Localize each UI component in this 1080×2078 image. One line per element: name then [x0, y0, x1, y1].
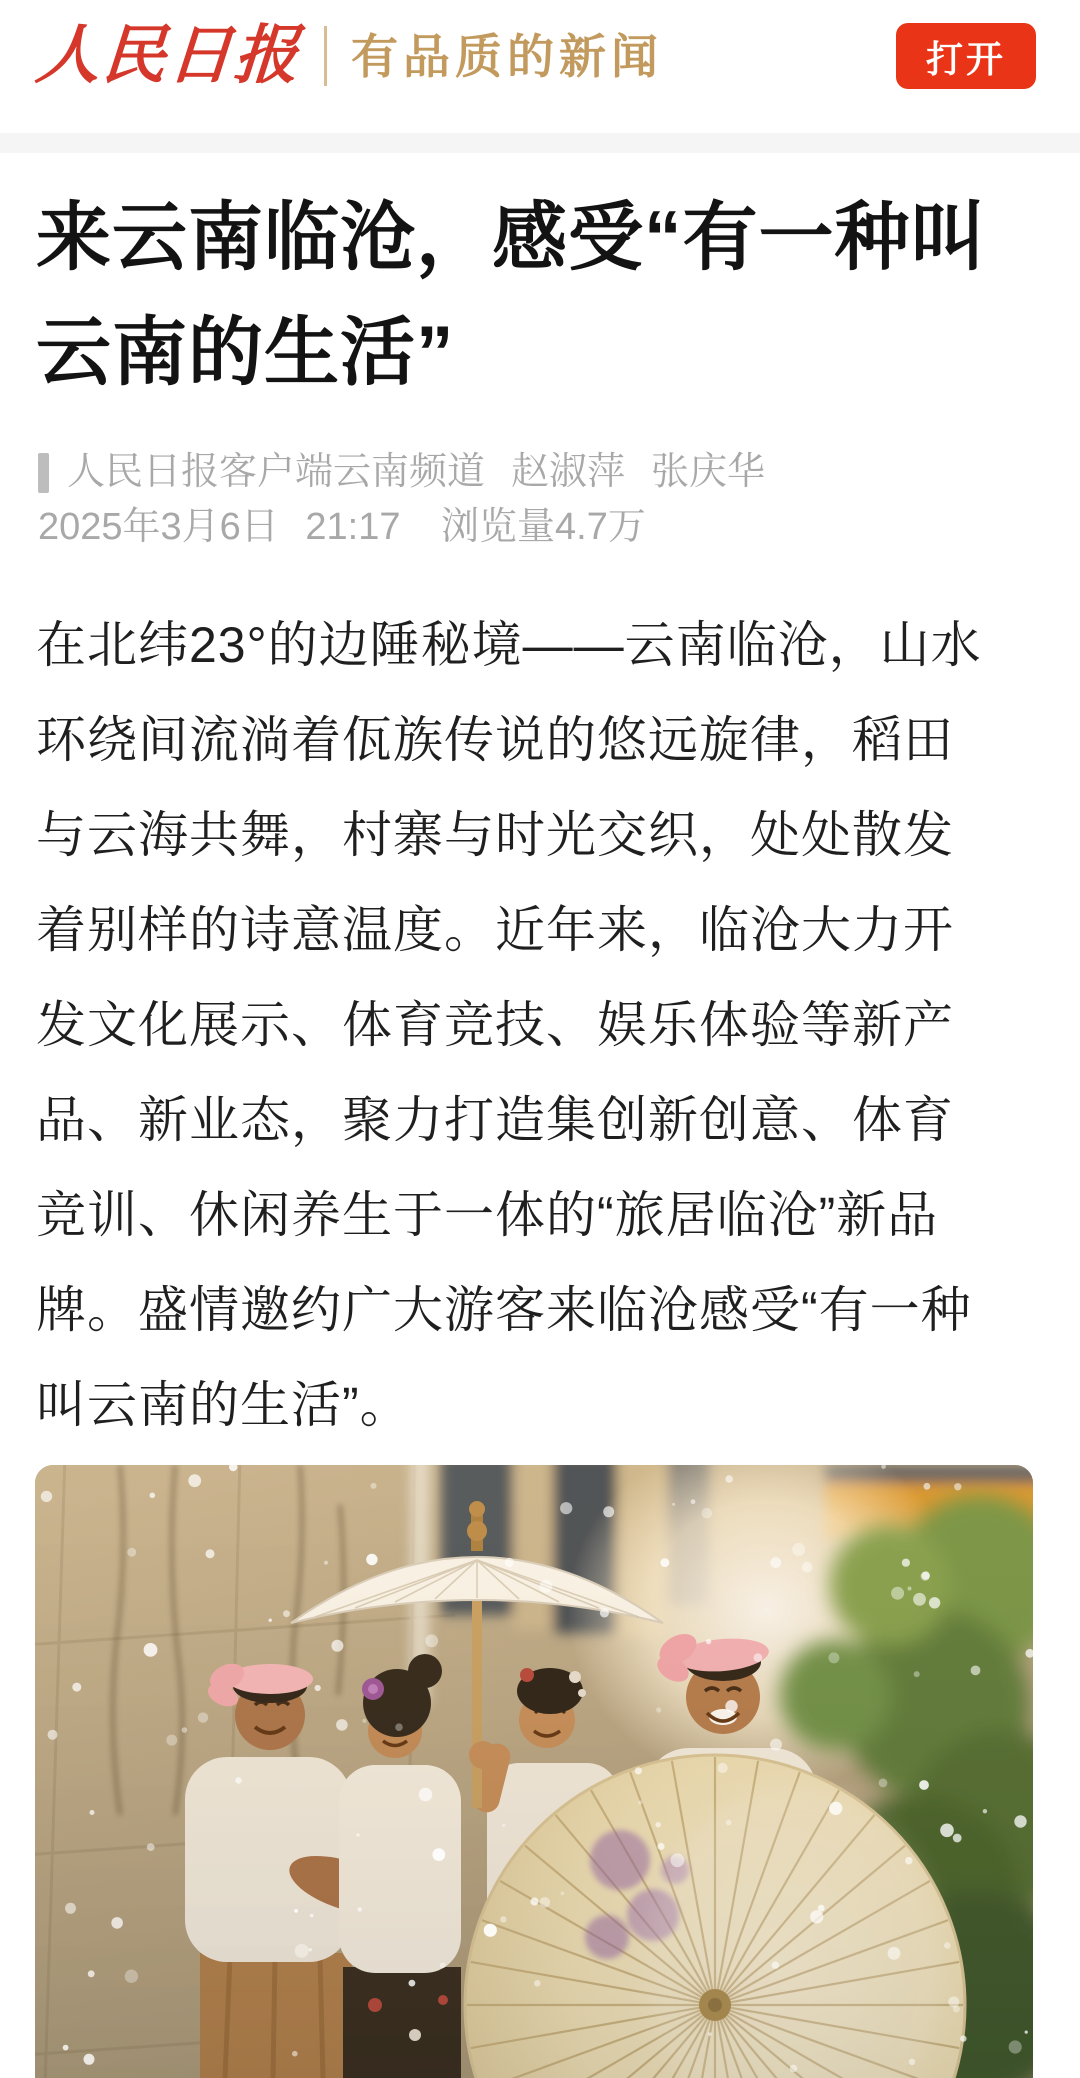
section-divider	[0, 133, 1080, 153]
body-line: 环绕间流淌着佤族传说的悠远旋律，稻田	[36, 712, 954, 768]
body-line: 发文化展示、体育竞技、娱乐体验等新产	[36, 997, 954, 1053]
peoples-daily-logo: 人民日报	[33, 18, 303, 93]
article-meta	[38, 505, 646, 551]
brand-block	[33, 18, 663, 93]
byline-marker	[38, 453, 49, 493]
body-line: 竞训、休闲养生于一体的“旅居临沧”新品	[36, 1187, 939, 1243]
open-app-button[interactable]: 打开	[896, 23, 1036, 89]
body-line: 与云海共舞，村寨与时光交织，处处散发	[36, 807, 954, 863]
view-count: 浏览量4.7万	[441, 506, 646, 548]
brand-divider	[324, 26, 327, 86]
article-title	[36, 180, 1044, 410]
title-line: 来云南临沧，感受“有一种叫	[36, 195, 987, 279]
warm-light-overlay	[35, 1465, 1033, 2078]
author-name: 张庆华	[651, 451, 766, 493]
app-banner	[0, 0, 1080, 112]
body-line: 在北纬23°的边陲秘境——云南临沧，山水	[36, 617, 982, 673]
article-body	[36, 598, 1044, 1453]
publish-time: 21:17	[305, 506, 401, 548]
photo-illustration	[35, 1465, 1033, 2078]
article-photo[interactable]	[35, 1465, 1033, 2078]
body-line: 着别样的诗意温度。近年来，临沧大力开	[36, 902, 954, 958]
article-source: 人民日报客户端云南频道	[67, 451, 486, 493]
title-line: 云南的生活”	[36, 310, 455, 394]
body-line: 牌。盛情邀约广大游客来临沧感受“有一种	[36, 1282, 972, 1338]
author-name: 赵淑萍	[511, 451, 626, 493]
byline	[38, 450, 765, 496]
body-line: 品、新业态，聚力打造集创新创意、体育	[36, 1092, 954, 1148]
brand-tagline: 有品质的新闻	[351, 29, 663, 83]
publish-date: 2025年3月6日	[38, 506, 279, 548]
body-line: 叫云南的生活”。	[36, 1377, 411, 1433]
